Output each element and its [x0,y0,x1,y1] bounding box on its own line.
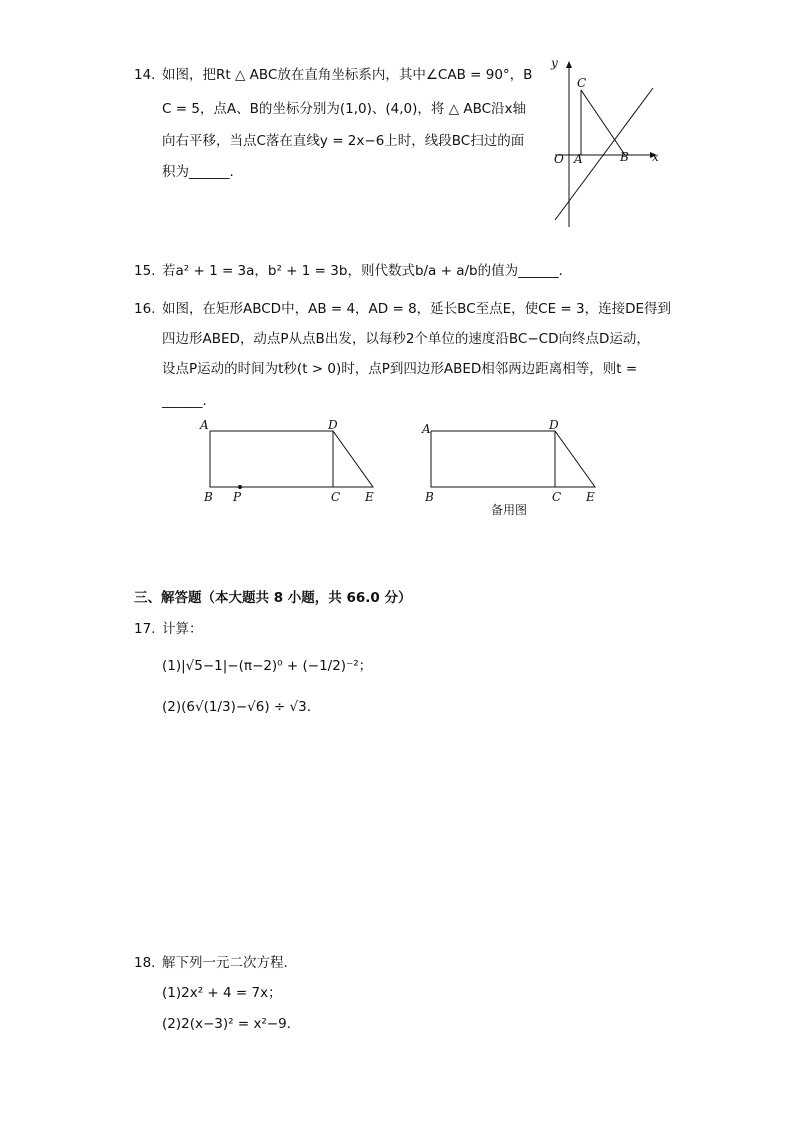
q14-label-A: A [574,152,583,166]
q18-number: 18. [134,955,156,971]
q16-line-4: ______． [162,393,216,409]
q14-label-B: B [620,150,629,164]
q16-line-2: 四边形ABED，动点P从点B出发，以每秒2个单位的速度沿BC−CD向终点D运动， [162,331,650,347]
q17-title: 计算： [162,621,203,637]
q14-label-C: C [577,76,587,90]
q16-number: 16. [134,301,156,317]
q16-fig1-label-P: P [233,490,242,504]
q18-title: 解下列一元二次方程． [162,955,297,971]
q16-fig2-label-C: C [552,490,562,504]
q15-text: 若a² + 1 = 3a，b² + 1 = 3b，则代数式b/a + a/b的值为______． [162,263,573,279]
q16-fig2-label-E: E [586,490,595,504]
q14-label-x: x [652,150,659,164]
q14-line-3: 向右平移，当点C落在直线y = 2x−6上时，线段BC扫过的面 [162,133,525,149]
q16-fig1-label-D: D [328,418,338,432]
q14-label-y: y [551,56,558,70]
q16-fig2-label-B: B [425,490,434,504]
q16-figure-1 [195,415,395,505]
q16-point-p [238,485,242,489]
q16-fig1-label-A: A [200,418,209,432]
q16-line-1: 如图，在矩形ABCD中，AB = 4，AD = 8，延长BC至点E，使CE = 3，连接DE得到 [162,301,672,317]
q17-number: 17. [134,621,156,637]
q14-line-4: 积为______． [162,164,243,180]
q16-fig2-label-D: D [549,418,559,432]
q16-fig1-label-C: C [331,490,341,504]
q14-figure [545,55,675,235]
q14-number: 14. [134,67,156,83]
q18-item-1: (1)2x² + 4 = 7x； [162,985,282,1001]
q16-fig1-label-B: B [204,490,213,504]
q16-figure-2 [418,415,618,520]
q16-line-3: 设点P运动的时间为t秒(t > 0)时，点P到四边形ABED相邻两边距离相等，则t = [162,361,638,377]
q17-item-1: (1)|√5−1|−(π−2)⁰ + (−1/2)⁻²； [162,658,373,674]
q15-number: 15. [134,263,156,279]
q16-fig2-caption: 备用图 [491,503,528,517]
section-3-title: 三、解答题（本大题共 8 小题，共 66.0 分） [134,590,412,606]
q16-fig1-label-E: E [365,490,374,504]
q14-label-O: O [554,152,564,166]
q16-fig2-label-A: A [422,422,431,436]
q18-item-2: (2)2(x−3)² = x²−9． [162,1016,301,1032]
q17-item-2: (2)(6√(1/3)−√6) ÷ √3． [162,699,321,715]
q14-line-2: C = 5，点A、B的坐标分别为(1,0)、(4,0)，将 △ ABC沿x轴 [162,101,527,117]
q14-line-1: 如图，把Rt △ ABC放在直角坐标系内，其中∠CAB = 90°，B [162,67,533,83]
